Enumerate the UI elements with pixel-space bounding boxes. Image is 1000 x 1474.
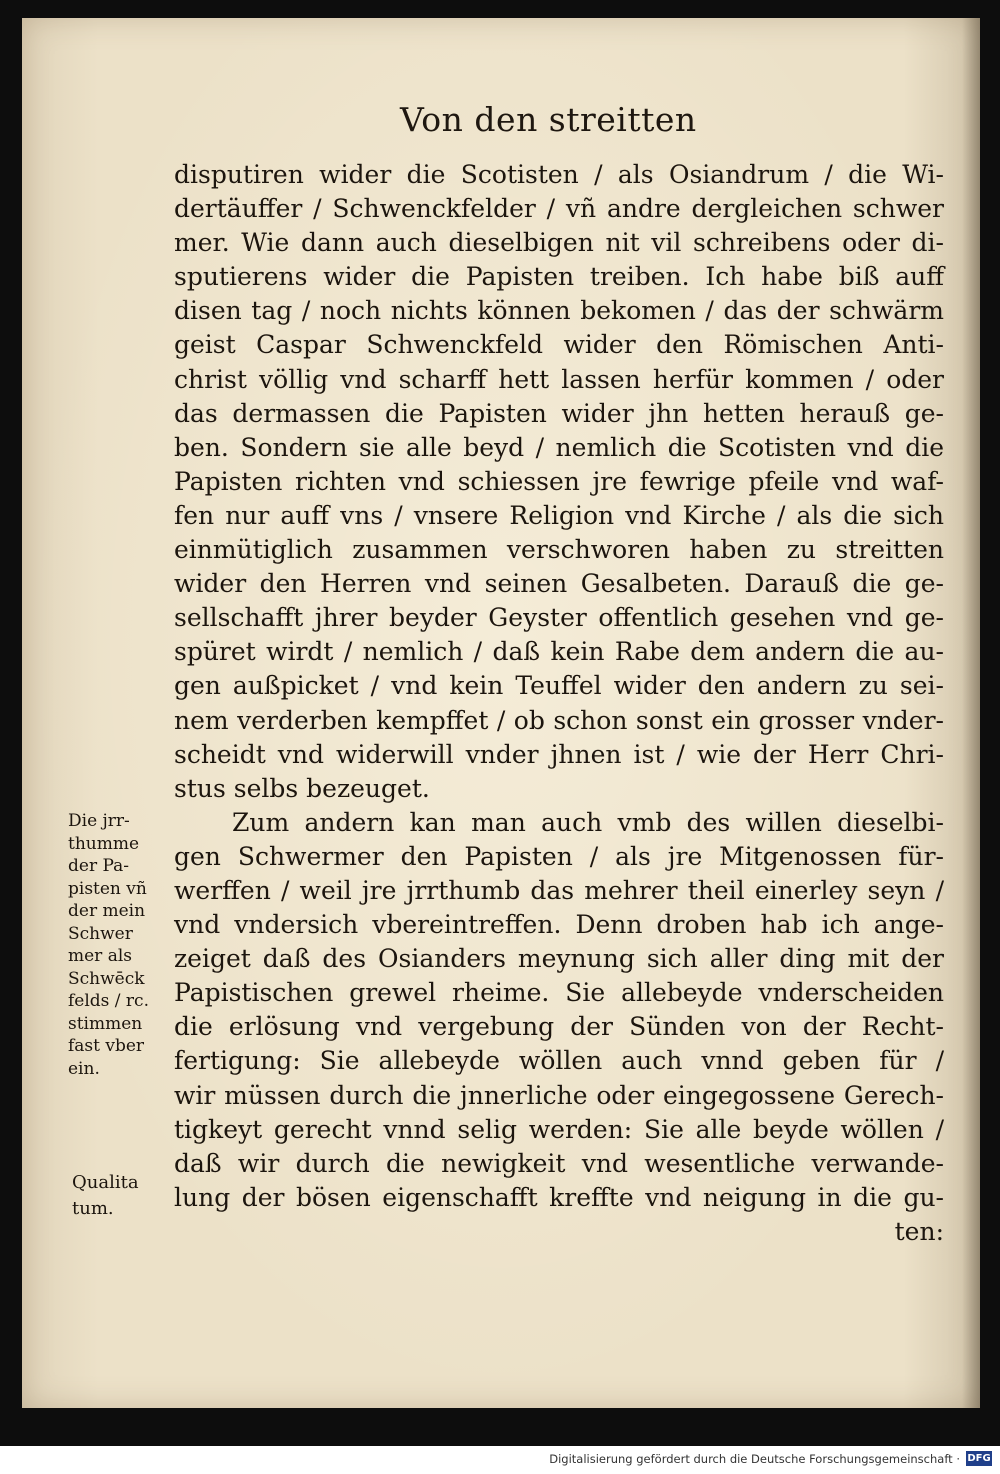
text-line: lung der bösen eigenschafft kreffte vnd neigung in die gu- — [174, 1182, 944, 1212]
text-line: vnd vndersich vbereintreffen. Denn droben hab ich ange- — [174, 910, 944, 940]
text-line: geist Caspar Schwenckfeld wider den Römischen Anti- — [174, 330, 944, 360]
text-line: wir müssen durch die jnnerliche oder eingegossene Gerech- — [174, 1080, 944, 1110]
text-line: zeiget daß des Osianders meynung sich aller ding mit der — [174, 944, 944, 974]
margin-note-line: stimmen — [68, 1013, 143, 1034]
text-line: die erlösung vnd vergebung der Sünden von der Recht- — [174, 1012, 944, 1042]
margin-note-line: Die jrr- — [68, 811, 130, 831]
margin-note-line: Qualita — [72, 1172, 139, 1193]
margin-note-line: felds / rc. — [68, 991, 149, 1011]
funding-credit: Digitalisierung gefördert durch die Deutsche Forschungsgemeinschaft · — [549, 1452, 960, 1466]
text-line: Zum andern kan man auch vmb des willen dieselbi- — [232, 807, 944, 837]
text-line: das dermassen die Papisten wider jhn hetten herauß ge- — [174, 398, 944, 428]
text-line: gen Schwermer den Papisten / als jre Mitgenossen für- — [174, 841, 944, 871]
page-binding-shadow — [962, 18, 980, 1408]
margin-note-line: ein. — [68, 1058, 100, 1079]
text-line: werffen / weil jre jrrthumb das mehrer theil einerley seyn / — [174, 875, 944, 905]
margin-note-line: Schwēck — [68, 968, 145, 989]
text-line: disputiren wider die Scotisten / als Osiandrum / die Wi- — [174, 160, 944, 189]
margin-note-line: fast vber — [68, 1036, 145, 1056]
text-line: ben. Sondern sie alle beyd / nemlich die Scotisten vnd die — [174, 432, 944, 462]
text-line: daß wir durch die newigkeit vnd wesentliche verwande- — [174, 1148, 944, 1178]
margin-note-line: der Pa- — [68, 856, 130, 876]
margin-note-line: thumme — [68, 833, 140, 854]
margin-note-line: pisten vñ — [68, 878, 147, 899]
text-line: sellschafft jhrer beyder Geyster offentlich gesehen vnd ge- — [174, 603, 944, 633]
margin-note-qualitatum — [72, 1170, 172, 1222]
margin-note — [68, 810, 174, 1080]
text-line: Papisten richten vnd schiessen jre fewrige pfeile vnd waf- — [174, 466, 944, 496]
text-line: scheidt vnd widerwill vnder jhnen ist / wie der Herr Chri- — [174, 739, 944, 769]
text-line: spüret wirdt / nemlich / daß kein Rabe dem andern die au- — [174, 637, 944, 667]
margin-note-line: der mein — [68, 901, 146, 921]
text-line: Papistischen grewel rheime. Sie allebeyde vnderscheiden — [174, 978, 944, 1008]
text-line: sputierens wider die Papisten treiben. Ich habe biß auff — [174, 262, 944, 292]
catchword: ten: — [894, 1216, 944, 1246]
text-line: wider den Herren vnd seinen Gesalbeten. Darauß die ge- — [174, 569, 944, 599]
body-text — [174, 158, 944, 1249]
text-line: stus selbs bezeuget. — [174, 773, 430, 803]
text-line: fertigung: Sie allebeyde wöllen auch vnnd geben für / — [174, 1046, 944, 1076]
margin-note-line: Schwer — [68, 923, 133, 944]
running-head: Von den streitten — [400, 100, 697, 139]
text-line: mer. Wie dann auch dieselbigen nit vil schreibens oder di- — [174, 228, 944, 258]
text-line: gen außpicket / vnd kein Teuffel wider den andern zu sei- — [174, 671, 944, 701]
footer-bar — [0, 1446, 1000, 1474]
text-line: fen nur auff vns / vnsere Religion vnd Kirche / als die sich — [174, 500, 944, 530]
text-line: einmütiglich zusammen verschworen haben zu streitten — [174, 535, 944, 565]
margin-note-line: tum. — [72, 1198, 114, 1219]
dfg-logo-icon: DFG — [967, 1453, 991, 1464]
text-line: disen tag / noch nichts können bekomen / das der schwärm — [174, 296, 944, 326]
margin-note-line: mer als — [68, 946, 133, 966]
text-line: tigkeyt gerecht vnnd selig werden: Sie alle beyde wöllen / — [174, 1114, 944, 1144]
text-line: dertäuffer / Schwenckfelder / vñ andre dergleichen schwer — [174, 194, 944, 224]
text-line: nem verderben kempffet / ob schon sonst ein grosser vnder- — [174, 705, 944, 735]
text-line: christ völlig vnd scharff hett lassen herfür kommen / oder — [174, 364, 944, 394]
